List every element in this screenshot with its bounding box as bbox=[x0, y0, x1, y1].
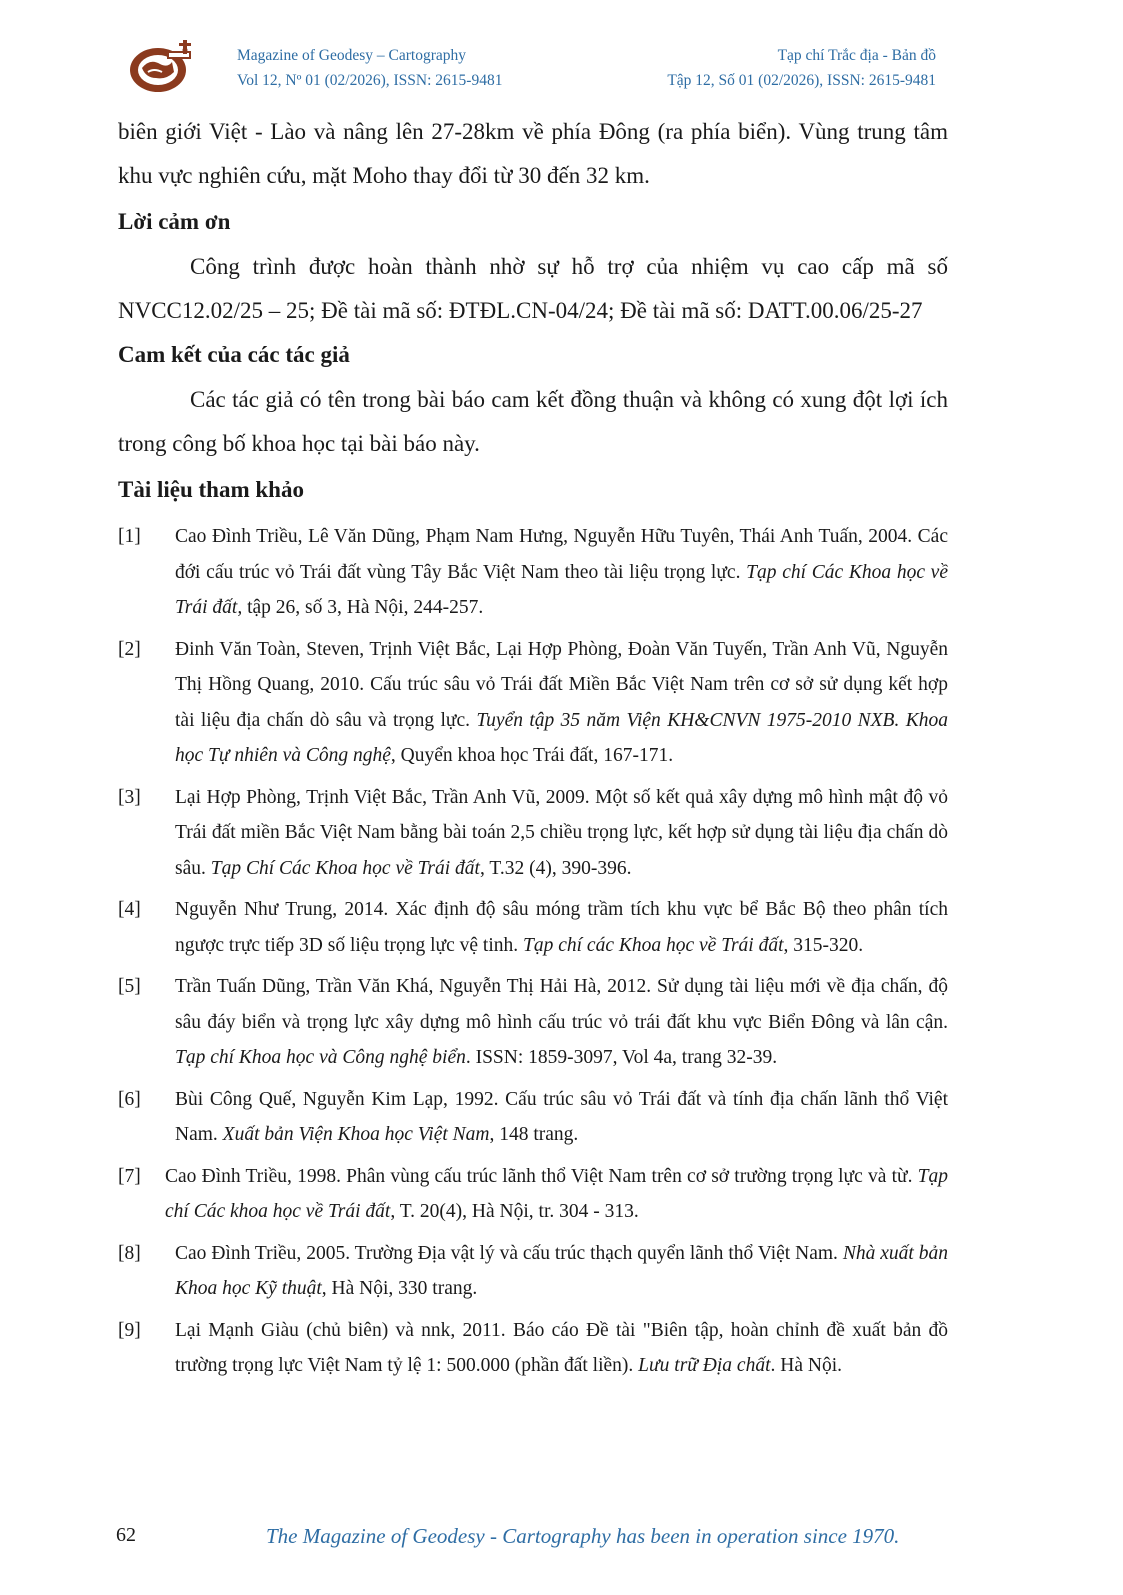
reference-item bbox=[118, 1236, 948, 1307]
reference-source: Xuất bản Viện Khoa học Việt Nam bbox=[222, 1124, 490, 1145]
reference-source: Tạp chí các Khoa học về Trái đất bbox=[523, 934, 784, 956]
reference-number: [6] bbox=[118, 1088, 141, 1110]
reference-details: . Hà Nội. bbox=[770, 1355, 842, 1376]
reference-number: [1] bbox=[118, 526, 141, 547]
reference-details: , Hà Nội, 330 trang. bbox=[321, 1278, 478, 1299]
reference-number: [8] bbox=[118, 1242, 141, 1264]
reference-source: Tạp chí Các khoa học về Trái đất bbox=[165, 1165, 948, 1222]
header-right bbox=[667, 43, 936, 93]
reference-source: Lưu trữ Địa chất bbox=[638, 1355, 771, 1376]
issue-info-en: Vol 12, Nº 01 (02/2026), ISSN: 2615-9481 bbox=[237, 72, 503, 89]
reference-details: , T.32 (4), 390-396. bbox=[479, 857, 632, 879]
reference-text: Đinh Văn Toàn, Steven, Trịnh Việt Bắc, Lại Hợp Phòng, Đoàn Văn Tuyến, Trần Anh Vũ, Nguyễn Thị Hồng Quang, 2010. Cấu trúc sâu vỏ Trái đất Miền Bắc Việt Nam trên cơ sở sử dụng kết hợp tài liệu địa chấn dò sâu và trọng lực. bbox=[175, 638, 948, 731]
reference-number: [3] bbox=[118, 786, 141, 808]
journal-name-vi: Tạp chí Trắc địa - Bản đồ bbox=[777, 47, 936, 64]
reference-source: Nhà xuất bản Khoa học Kỹ thuật bbox=[175, 1242, 948, 1299]
acknowledgement-paragraph: Công trình được hoàn thành nhờ sự hỗ trợ của nhiệm vụ cao cấp mã số NVCC12.02/25 – 25; Đề tài mã số: ĐTĐL.CN-04/24; Đề tài mã số: DATT.00.06/25-27 bbox=[118, 254, 948, 323]
reference-text: Cao Đình Triều, 2005. Trường Địa vật lý và cấu trúc thạch quyển lãnh thổ Việt Nam. bbox=[175, 1242, 843, 1264]
reference-source: Tạp Chí Các Khoa học về Trái đất bbox=[210, 857, 480, 879]
reference-number: [7] bbox=[118, 1165, 141, 1187]
reference-source: Tuyển tập 35 năm Viện KH&CNVN 1975-2010 NXB. Khoa học Tự nhiên và Công nghệ bbox=[175, 709, 948, 766]
page-header bbox=[0, 0, 1123, 110]
page-body bbox=[118, 110, 948, 1390]
reference-item bbox=[118, 1313, 948, 1384]
issue-info-vi: Tập 12, Số 01 (02/2026), ISSN: 2615-9481 bbox=[667, 72, 936, 89]
reference-text: Cao Đình Triều, 1998. Phân vùng cấu trúc lãnh thổ Việt Nam trên cơ sở trường trọng lực và từ. bbox=[165, 1165, 918, 1187]
globe-compass-logo-icon bbox=[128, 38, 196, 96]
reference-text: Bùi Công Quế, Nguyễn Kim Lạp, 1992. Cấu trúc sâu vỏ Trái đất và tính địa chấn lãnh thổ Việt Nam. bbox=[175, 1088, 948, 1145]
reference-details: , 315-320. bbox=[783, 934, 864, 956]
reference-text: Lại Mạnh Giàu (chủ biên) và nnk, 2011. Báo cáo Đề tài "Biên tập, hoàn chỉnh đề xuất bản đồ trường trọng lực Việt Nam tỷ lệ 1: 500.000 (phần đất liền). bbox=[175, 1319, 948, 1376]
header-left bbox=[237, 43, 502, 93]
reference-item bbox=[118, 892, 948, 963]
reference-source: Tạp chí Các Khoa học về Trái đất, bbox=[175, 561, 948, 618]
reference-number: [9] bbox=[118, 1319, 141, 1341]
reference-number: [2] bbox=[118, 638, 141, 660]
reference-source: Tạp chí Khoa học và Công nghệ biển bbox=[175, 1047, 466, 1068]
reference-text: Trần Tuấn Dũng, Trần Văn Khá, Nguyễn Thị Hải Hà, 2012. Sử dụng tài liệu mới về địa chấn, độ sâu đáy biển và trọng lực xây dựng mô hình cấu trúc vỏ trái đất khu vực Biển Đông và lân cận. bbox=[175, 976, 948, 1033]
footer-tagline: The Magazine of Geodesy - Cartography has been in operation since 1970. bbox=[266, 1524, 900, 1548]
journal-name-en: Magazine of Geodesy – Cartography bbox=[237, 47, 466, 64]
reference-item bbox=[118, 519, 948, 626]
reference-item bbox=[118, 632, 948, 774]
references-heading: Tài liệu tham khảo bbox=[118, 477, 304, 502]
reference-item bbox=[118, 1082, 948, 1153]
reference-details: tập 26, số 3, Hà Nội, 244-257. bbox=[242, 597, 484, 618]
reference-details: , Quyển khoa học Trái đất, 167-171. bbox=[390, 745, 674, 766]
reference-list bbox=[118, 519, 948, 1384]
reference-item bbox=[118, 969, 948, 1076]
reference-details: . ISSN: 1859-3097, Vol 4a, trang 32-39. bbox=[465, 1047, 778, 1068]
commitment-paragraph: Các tác giả có tên trong bài báo cam kết đồng thuận và không có xung đột lợi ích trong công bố khoa học tại bài báo này. bbox=[118, 387, 948, 456]
reference-number: [4] bbox=[118, 899, 141, 920]
reference-text: Cao Đình Triều, Lê Văn Dũng, Phạm Nam Hưng, Nguyễn Hữu Tuyên, Thái Anh Tuấn, 2004. Các đới cấu trúc vỏ Trái đất vùng Tây Bắc Việt Nam theo tài liệu trọng lực. bbox=[175, 526, 948, 583]
reference-item bbox=[118, 780, 948, 887]
reference-text: Lại Hợp Phòng, Trịnh Việt Bắc, Trần Anh Vũ, 2009. Một số kết quả xây dựng mô hình mật độ vỏ Trái đất miền Bắc Việt Nam bằng bài toán 2,5 chiều trọng lực, kết hợp sử dụng tài liệu địa chấn dò sâu. bbox=[175, 786, 948, 879]
reference-number: [5] bbox=[118, 976, 141, 997]
reference-text: Nguyễn Như Trung, 2014. Xác định độ sâu móng trầm tích khu vực bể Bắc Bộ theo phân tích ngược trực tiếp 3D số liệu trọng lực vệ tinh. bbox=[175, 899, 948, 956]
reference-item bbox=[118, 1159, 948, 1230]
commitment-heading: Cam kết của các tác giả bbox=[118, 342, 350, 367]
acknowledgement-heading: Lời cảm ơn bbox=[118, 209, 231, 234]
reference-details: , 148 trang. bbox=[489, 1124, 579, 1145]
page-number: 62 bbox=[116, 1524, 136, 1546]
intro-paragraph: biên giới Việt - Lào và nâng lên 27-28km về phía Đông (ra phía biển). Vùng trung tâm khu vực nghiên cứu, mặt Moho thay đổi từ 30 đến 32 km. bbox=[118, 119, 948, 188]
reference-details: , T. 20(4), Hà Nội, tr. 304 - 313. bbox=[390, 1201, 639, 1222]
